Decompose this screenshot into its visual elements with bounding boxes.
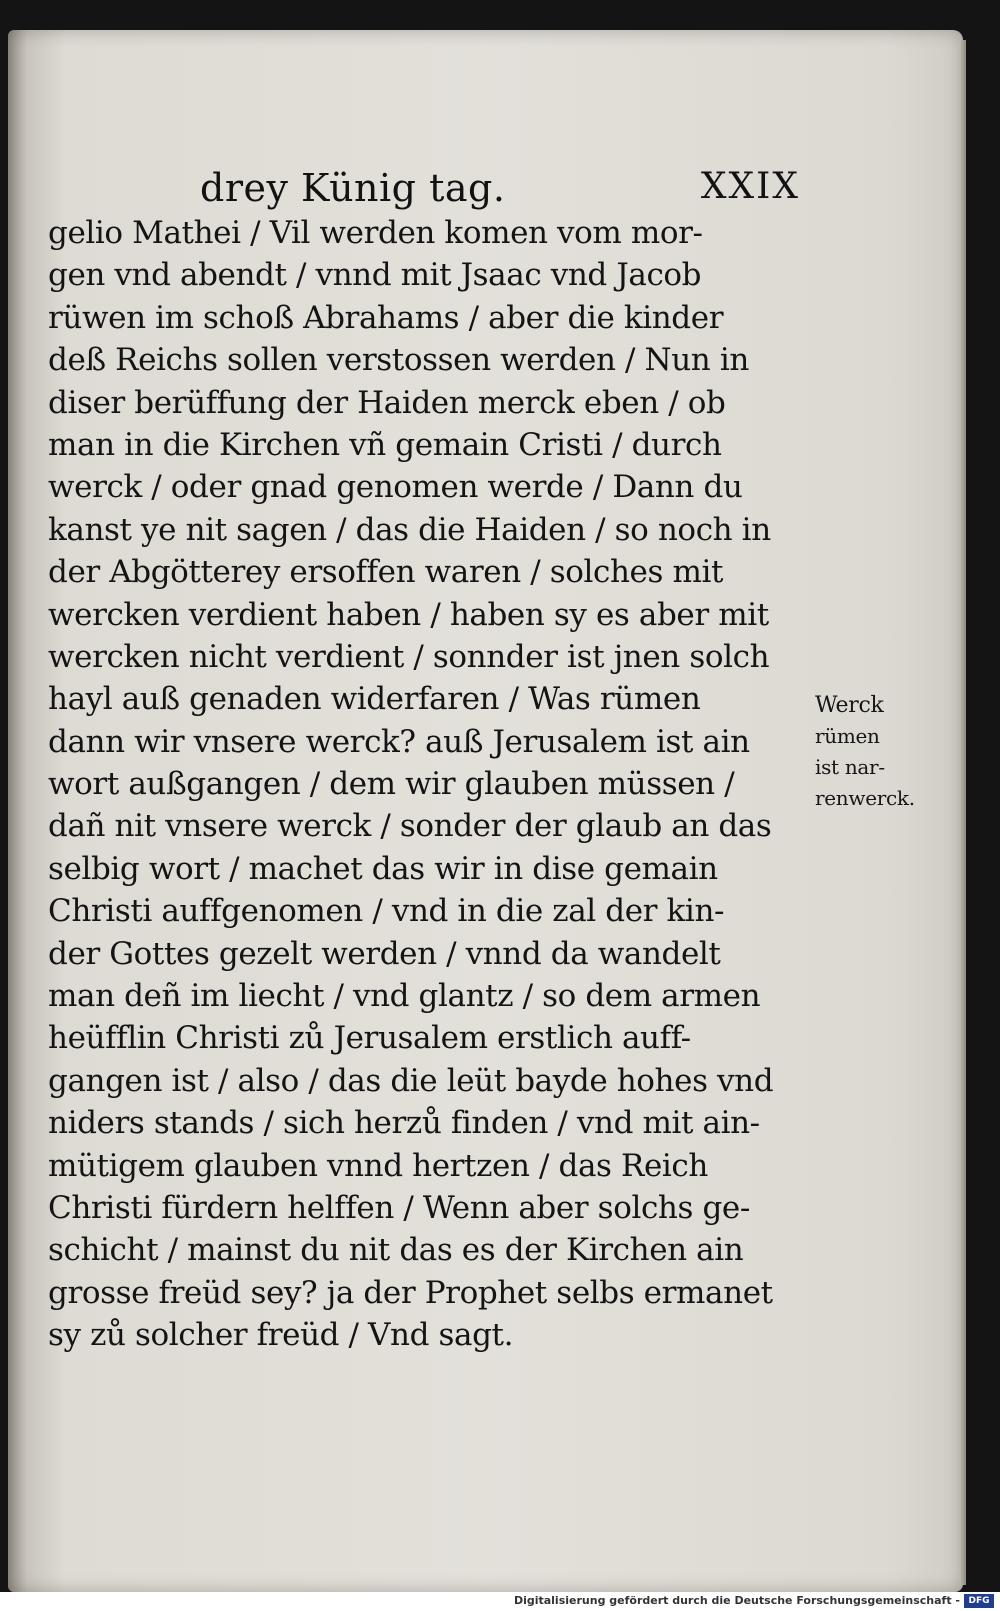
marginal-note-line: Werck <box>815 693 884 718</box>
marginal-note-line: ist nar- <box>815 755 885 779</box>
text-line: rüwen im schoß Abrahams / aber die kinder <box>48 299 724 336</box>
text-line: werck / oder gnad genomen werde / Dann du <box>48 469 743 506</box>
dfg-logo: DFG <box>964 1594 994 1608</box>
text-line: wercken verdient haben / haben sy es aber mit <box>48 596 769 633</box>
page-header <box>200 160 800 210</box>
text-line: man deñ im liecht / vnd glantz / so dem armen <box>48 978 761 1015</box>
text-line: der Abgötterey ersoffen waren / solches mit <box>48 554 724 591</box>
text-line: gangen ist / also / das die leüt bayde hohes vnd <box>48 1062 774 1099</box>
text-line: man in die Kirchen vñ gemain Cristi / durch <box>48 426 722 463</box>
text-line: deß Reichs sollen verstossen werden / Nun in <box>48 342 749 379</box>
folio-number: XXIX <box>700 166 800 207</box>
text-line: grosse freüd sey? ja der Prophet selbs ermanet <box>48 1274 773 1311</box>
digitization-footer <box>0 1592 1000 1611</box>
text-line: mütigem glauben vnnd hertzen / das Reich <box>48 1147 708 1184</box>
main-text-block <box>48 212 800 1357</box>
text-line: gelio Mathei / Vil werden komen vom mor- <box>48 215 703 251</box>
text-line: heüfflin Christi zů Jerusalem erstlich auff- <box>48 1020 691 1057</box>
text-line: hayl auß genaden widerfaren / Was rümen <box>48 681 701 718</box>
marginal-note-line: renwerck. <box>815 786 915 810</box>
marginal-note-line: rümen <box>815 724 880 748</box>
text-line: niders stands / sich herzů finden / vnd mit ain- <box>48 1105 760 1142</box>
page-edge <box>960 40 966 1585</box>
footer-credit: Digitalisierung gefördert durch die Deutsche Forschungsgemeinschaft - <box>513 1594 960 1607</box>
text-line: der Gottes gezelt werden / vnnd da wandelt <box>48 935 721 972</box>
text-line: wort außgangen / dem wir glauben müssen / <box>48 766 735 803</box>
marginal-note <box>815 690 935 814</box>
text-line: selbig wort / machet das wir in dise gemain <box>48 850 718 887</box>
text-line: dann wir vnsere werck? auß Jerusalem ist ain <box>48 723 750 760</box>
running-title: drey Künig tag. <box>200 166 506 210</box>
text-line: schicht / mainst du nit das es der Kirchen ain <box>48 1232 744 1269</box>
text-line: Christi auffgenomen / vnd in die zal der kin- <box>48 893 725 930</box>
text-line: kanst ye nit sagen / das die Haiden / so noch in <box>48 511 771 548</box>
text-line: dañ nit vnsere werck / sonder der glaub an das <box>48 808 772 845</box>
text-line: diser berüffung der Haiden merck eben / ob <box>48 384 726 421</box>
text-line: sy zů solcher freüd / Vnd sagt. <box>48 1317 514 1354</box>
text-line: wercken nicht verdient / sonnder ist jnen solch <box>48 638 770 675</box>
text-line: gen vnd abendt / vnnd mit Jsaac vnd Jacob <box>48 257 702 294</box>
text-line: Christi fürdern helffen / Wenn aber solchs ge- <box>48 1189 750 1226</box>
